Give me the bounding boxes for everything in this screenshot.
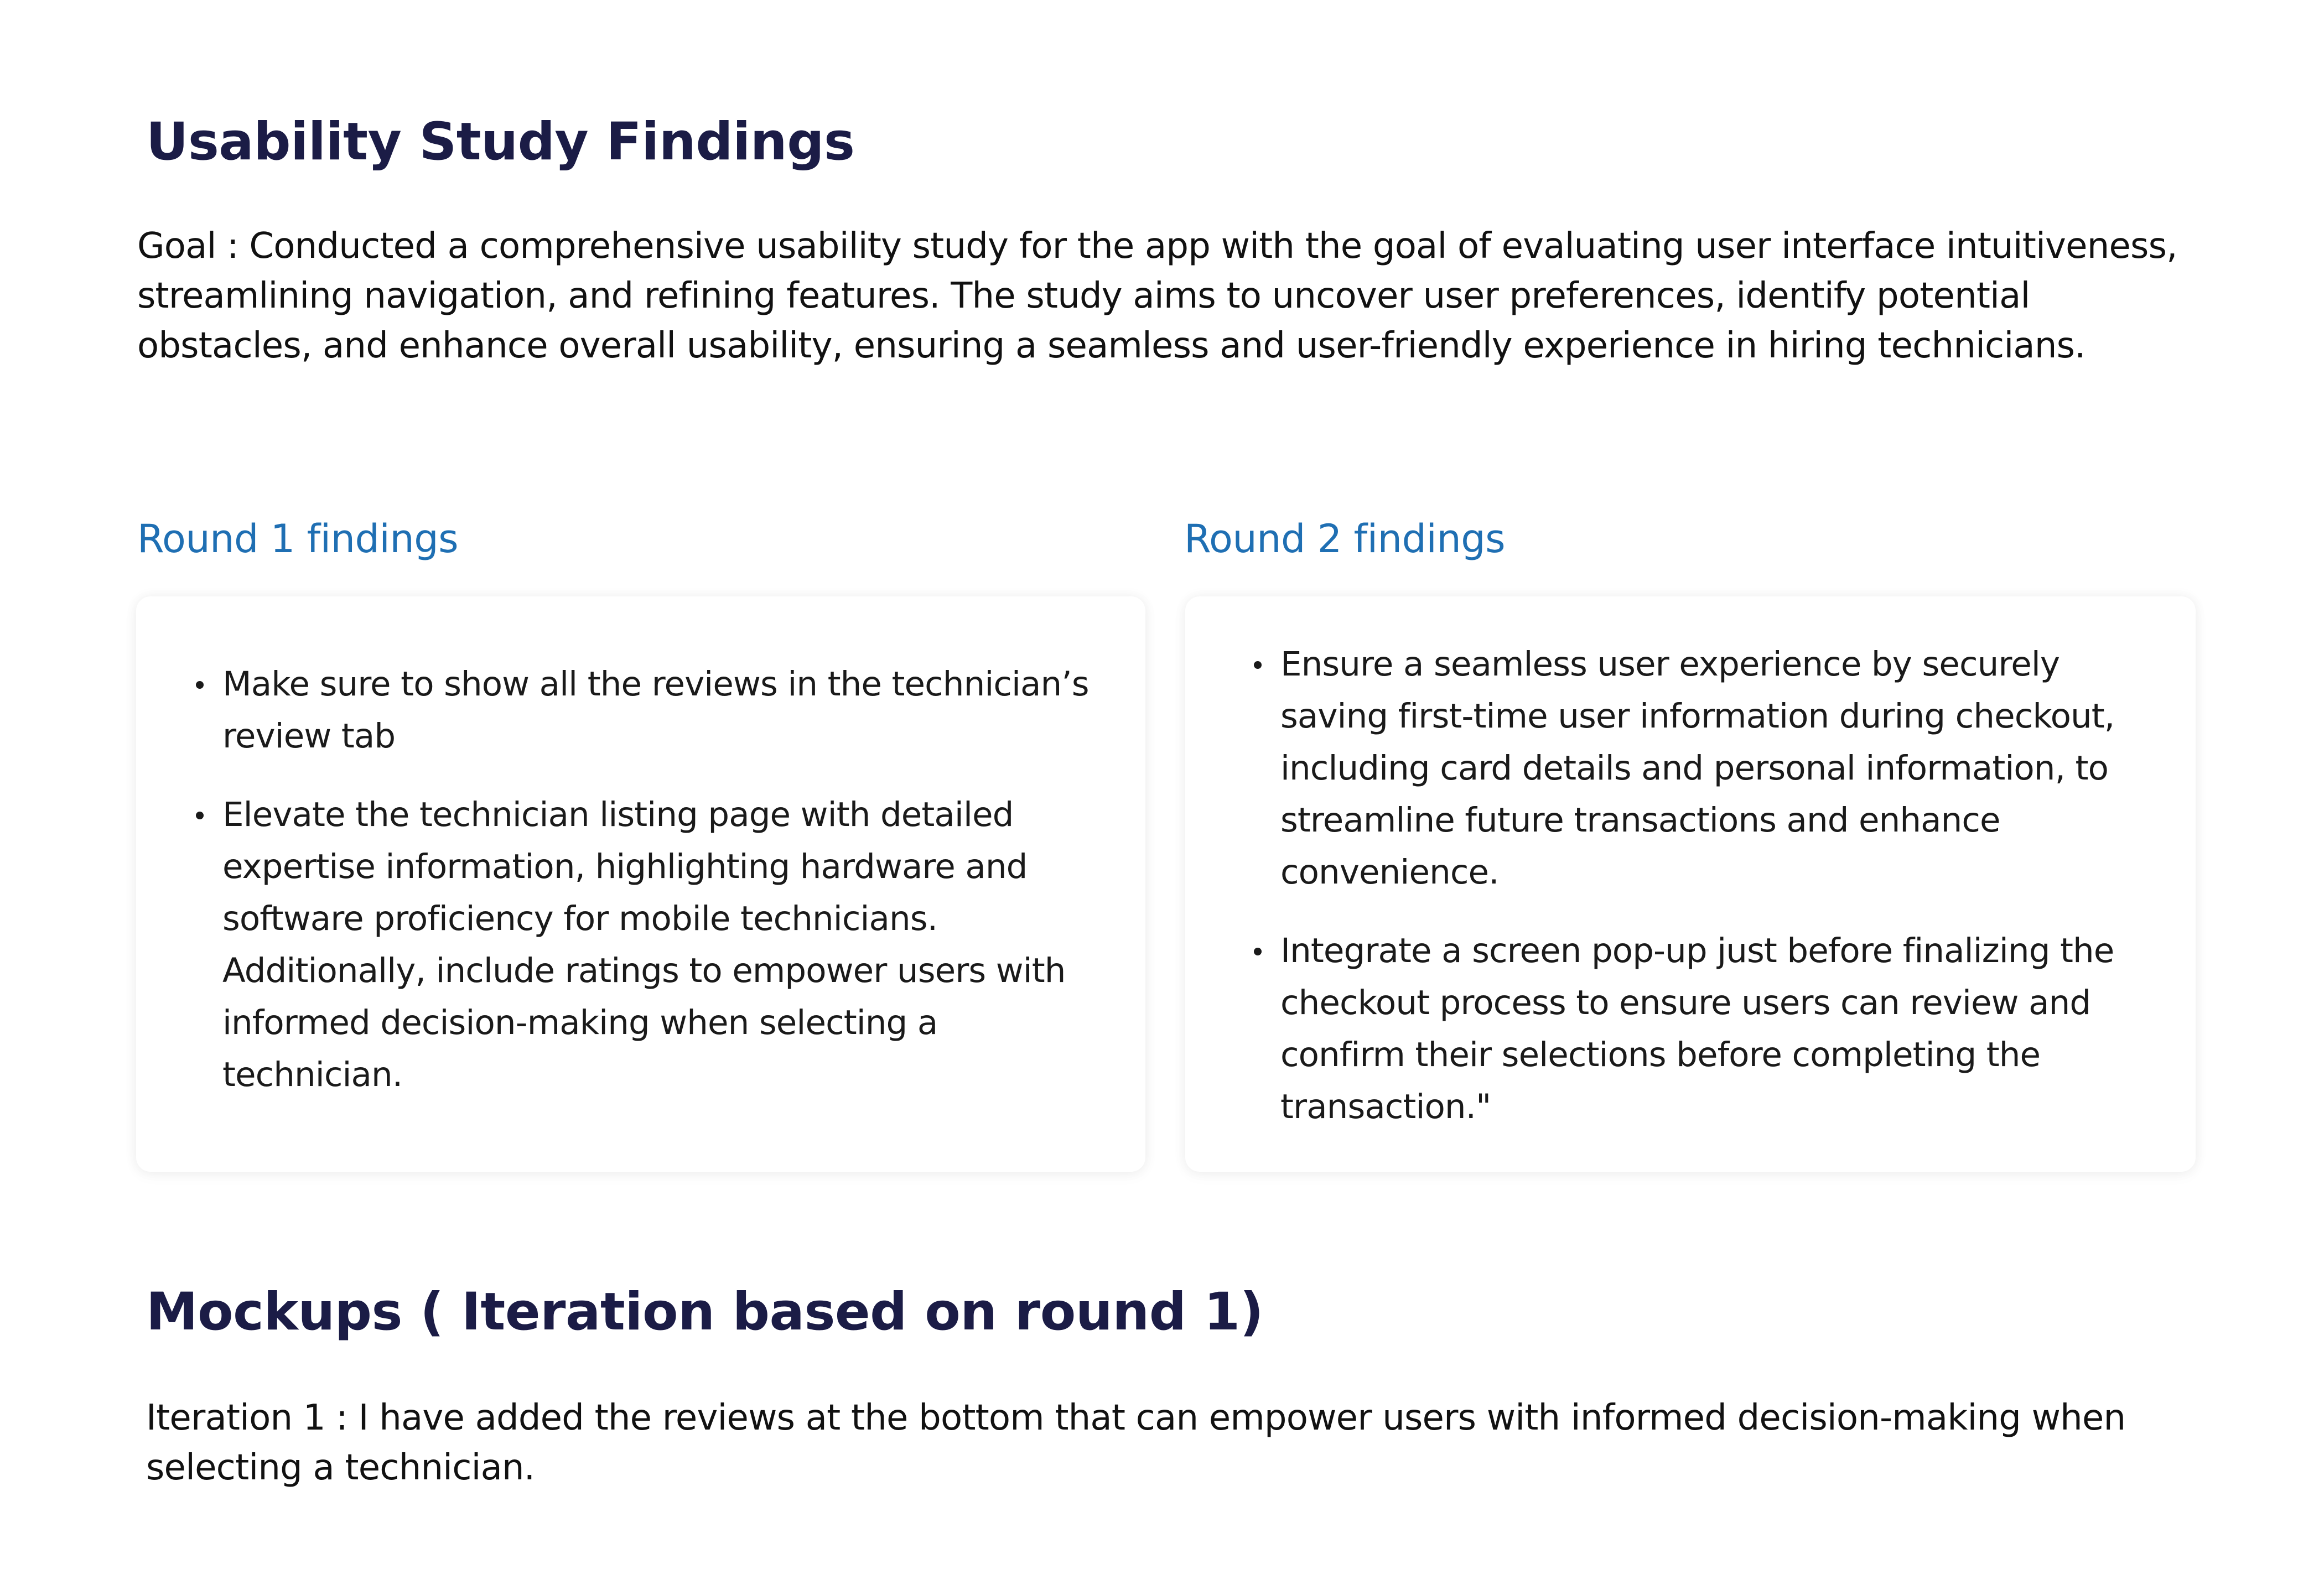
round-1-title: Round 1 findings [137, 516, 459, 562]
round-2-list [1247, 638, 2171, 1160]
round-1-item: Make sure to show all the reviews in the technician’s review tab [189, 658, 1108, 762]
round-2-item: Integrate a screen pop-up just before finalizing the checkout process to ensure users can review and confirm their selections before completing the transaction." [1247, 925, 2171, 1133]
round-2-title: Round 2 findings [1184, 516, 1506, 562]
iteration-paragraph: Iteration 1 : I have added the reviews at the bottom that can empower users with informed decision-making when selecting a technician. [146, 1397, 2126, 1488]
section-title-mockups: Mockups ( Iteration based on round 1) [146, 1282, 1264, 1342]
round-1-item: Elevate the technician listing page with detailed expertise information, highlighting hardware and software proficiency for mobile technicians. Additionally, include ratings to empower users with informed decision-making when selecting a technician. [189, 789, 1108, 1101]
round-1-card [136, 596, 1145, 1172]
goal-paragraph: Goal : Conducted a comprehensive usability study for the app with the goal of evaluating user interface intuitiveness, streamlining navigation, and refining features. The study aims to uncover user preferences, identify potential obstacles, and enhance overall usability, ensuring a seamless and user-friendly experience in hiring technicians. [137, 226, 2177, 366]
round-2-item: Ensure a seamless user experience by securely saving first-time user information during checkout, including card details and personal information, to streamline future transactions and enhance convenience. [1247, 638, 2171, 898]
round-1-list [189, 658, 1108, 1127]
section-title-findings: Usability Study Findings [146, 112, 855, 172]
round-2-card [1185, 596, 2196, 1172]
